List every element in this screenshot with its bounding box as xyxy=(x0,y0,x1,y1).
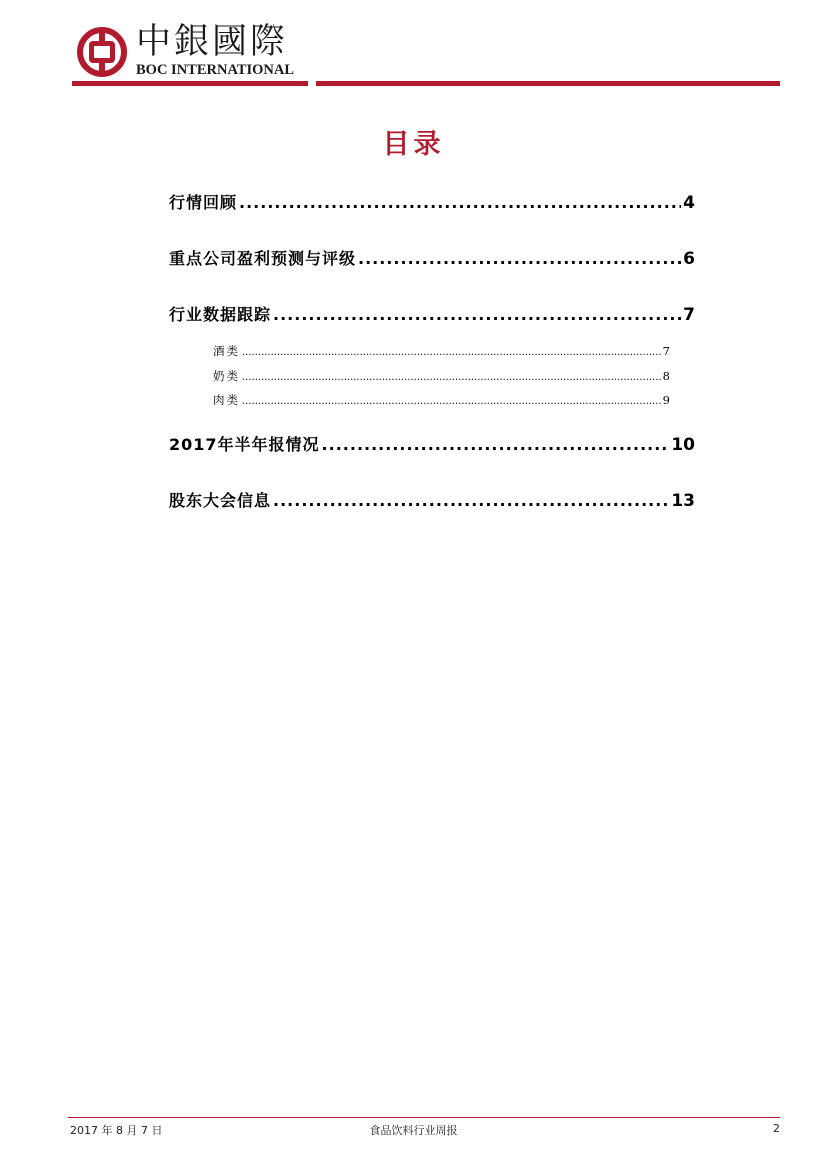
toc-entry-earnings-forecast[interactable] xyxy=(169,246,695,269)
toc-leader-dots xyxy=(242,348,661,358)
toc-entry-shareholder-meetings[interactable] xyxy=(169,488,695,511)
toc-leader-dots xyxy=(322,437,670,453)
toc-entry-label: 酒类 xyxy=(213,344,240,358)
toc-entry-label: 股东大会信息 xyxy=(169,491,272,510)
toc-entry-page: 6 xyxy=(683,249,695,269)
toc-leader-dots xyxy=(273,307,681,323)
toc-entry-page: 7 xyxy=(662,344,670,358)
toc-title: 目录 xyxy=(382,129,445,160)
toc-subentry-liquor[interactable] xyxy=(213,343,670,359)
footer-date: 2017 年 8 月 7 日 xyxy=(70,1124,163,1137)
footer-page-number: 2 xyxy=(773,1122,780,1135)
toc-leader-dots xyxy=(242,397,661,407)
toc-entry-page: 4 xyxy=(683,193,695,213)
toc-leader-dots xyxy=(273,493,669,509)
toc-leader-dots xyxy=(239,195,681,211)
footer-rule xyxy=(68,1117,780,1118)
header-rule-left xyxy=(72,81,308,86)
toc-entry-half-year-report[interactable] xyxy=(169,432,695,455)
toc-subentry-dairy[interactable] xyxy=(213,368,670,384)
toc-leader-dots xyxy=(358,251,681,267)
logo-chinese-name: 中銀國際 xyxy=(136,22,289,62)
toc-entry-label: 行业数据跟踪 xyxy=(169,305,272,324)
toc-entry-label: 肉类 xyxy=(213,393,240,407)
toc-entry-page: 7 xyxy=(683,305,695,325)
toc-entry-market-review[interactable] xyxy=(169,190,695,213)
toc-entry-label: 奶类 xyxy=(213,369,240,383)
toc-subentry-meat[interactable] xyxy=(213,392,670,408)
toc-entry-label: 行情回顾 xyxy=(169,193,238,212)
toc-entry-page: 13 xyxy=(671,491,695,511)
toc-entry-industry-data[interactable] xyxy=(169,302,695,325)
toc-entry-label: 2017年半年报情况 xyxy=(169,435,320,454)
toc-entry-page: 8 xyxy=(662,369,670,383)
logo-english-name: BOC INTERNATIONAL xyxy=(136,62,295,78)
footer-report-title: 食品饮料行业周报 xyxy=(369,1124,458,1137)
toc-leader-dots xyxy=(242,373,661,383)
header-rule-right xyxy=(316,81,780,86)
toc-entry-page: 9 xyxy=(662,393,670,407)
boc-logo-icon xyxy=(76,26,128,78)
toc-entry-label: 重点公司盈利预测与评级 xyxy=(169,249,357,268)
toc-entry-page: 10 xyxy=(671,435,695,455)
